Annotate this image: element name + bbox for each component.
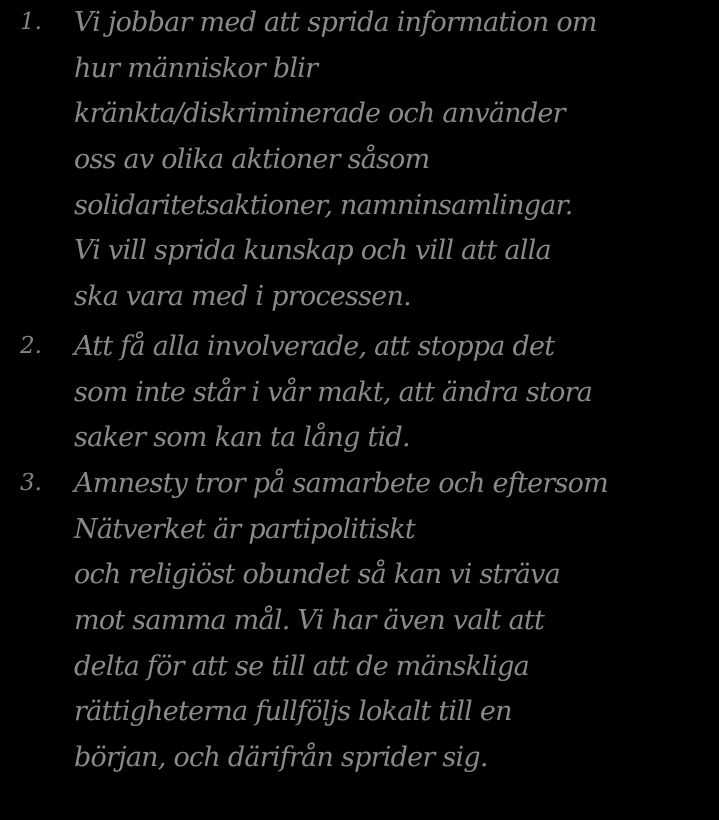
text-line: solidaritetsaktioner, namninsamlingar. — [74, 189, 573, 221]
text-line: hur människor blir — [74, 52, 318, 84]
text-line: oss av olika aktioner såsom — [74, 144, 430, 176]
list-item — [0, 461, 719, 781]
text-line: Nätverket är partipolitiskt — [74, 513, 415, 545]
text-line: mot samma mål. Vi har även valt att — [74, 605, 545, 637]
list-item — [0, 0, 719, 320]
text-line: och religiöst obundet så kan vi sträva — [74, 559, 560, 591]
text-line: Vi jobbar med att sprida information om — [74, 7, 597, 38]
text-line: rättigheterna fullföljs lokalt till en — [74, 696, 512, 728]
list-item-text — [74, 324, 719, 461]
text-line: ska vara med i processen. — [74, 281, 411, 313]
list-item-number: 2. — [20, 333, 42, 359]
text-line: som inte står i vår makt, att ändra stora — [74, 376, 593, 408]
list-item-number: 3. — [20, 470, 42, 496]
text-line: Amnesty tror på samarbete och eftersom — [74, 468, 608, 499]
list-item — [0, 324, 719, 461]
list-item-text — [74, 0, 719, 320]
list-item-number: 1. — [20, 9, 42, 35]
text-line: Att få alla involverade, att stoppa det — [74, 331, 555, 362]
text-line: Vi vill sprida kunskap och vill att alla — [74, 235, 551, 267]
text-line: början, och därifrån sprider sig. — [74, 742, 488, 774]
text-line: saker som kan ta lång tid. — [74, 422, 410, 454]
text-line: delta för att se till att de mänskliga — [74, 650, 529, 682]
text-line: kränkta/diskriminerade och använder — [74, 98, 565, 130]
list-item-text — [74, 461, 719, 781]
